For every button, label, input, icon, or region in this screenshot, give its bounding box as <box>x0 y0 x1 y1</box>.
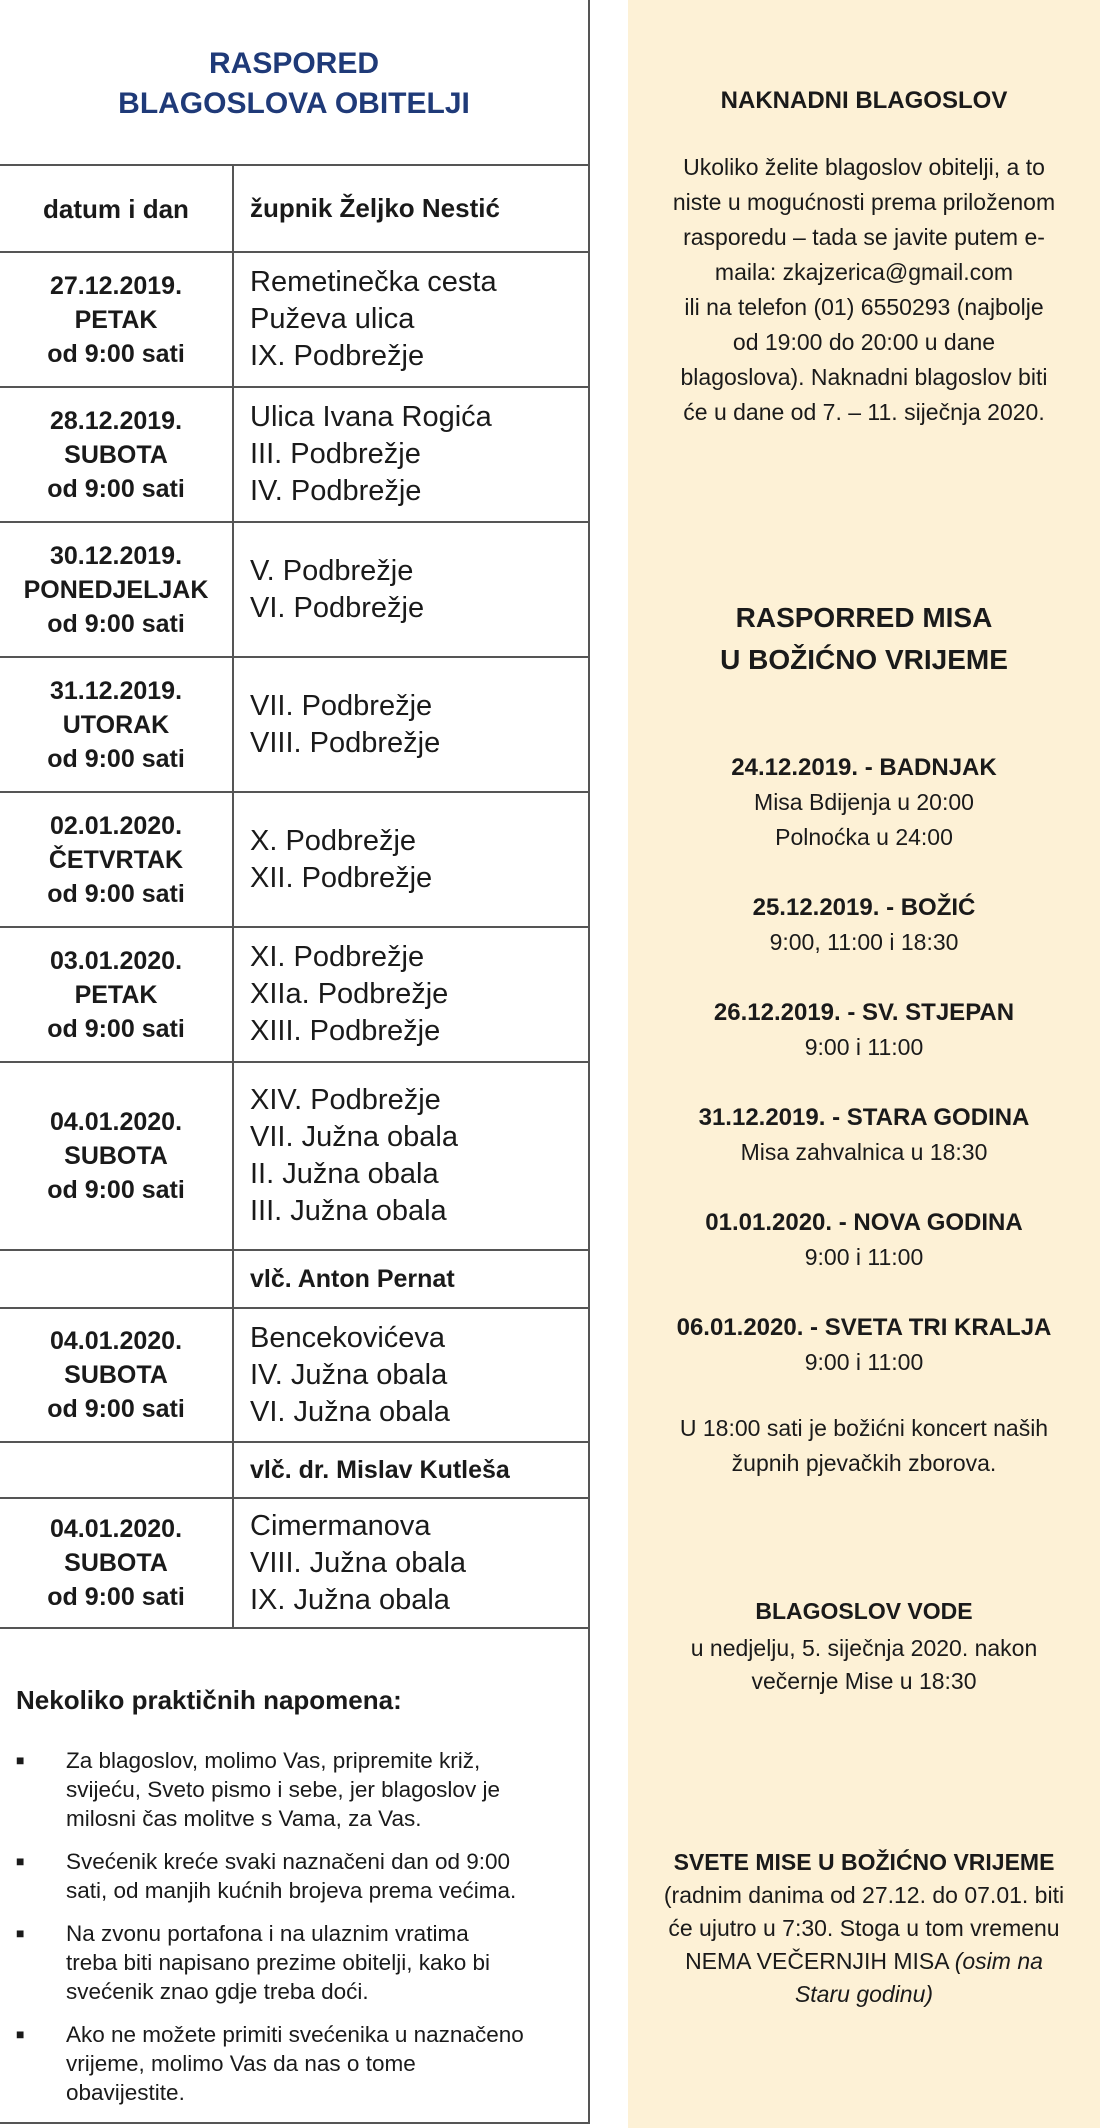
mass-entry <box>628 1205 1100 1275</box>
mass-entry <box>628 1310 1100 1380</box>
naknadni-section: NAKNADNI BLAGOSLOV Ukoliko želite blagoslov obitelji, a to niste u mogućnosti prema priloženom rasporedu – tada se javite putem e- maila: zkajzerica@gmail.com ili na telefon (01) 6550293 (najbolje od 19:00 do 20:00 u dane blagoslova). Naknadni blagoslov biti će u dane od 7. – 11. siječnja 2020. <box>628 83 1100 430</box>
table-row <box>0 388 588 523</box>
mass-time: Polnoćka u 24:00 <box>775 824 953 850</box>
priest-row-kutlesa <box>0 1443 588 1499</box>
table-row <box>0 1063 588 1251</box>
mise-list <box>628 750 1100 1415</box>
mass-day: 26.12.2019. - SV. STJEPAN <box>713 999 1015 1026</box>
streets-cell: XI. Podbrežje XIIa. Podbrežje XIII. Podbrežje <box>250 941 449 1047</box>
bullet-square-icon: ■ <box>16 1853 25 1869</box>
note-item: ■ Za blagoslov, molimo Vas, pripremite križ, svijeću, Sveto pismo i sebe, jer blagoslov je milosni čas molitve s Vama, za Vas. <box>16 1748 500 1831</box>
naknadni-title: NAKNADNI BLAGOSLOV <box>720 87 1008 114</box>
streets-cell: Bencekovićeva IV. Južna obala VI. Južna obala <box>250 1321 450 1428</box>
mass-time: Misa zahvalnica u 18:30 <box>740 1139 988 1165</box>
table-row <box>0 793 588 928</box>
priest-name: vlč. dr. Mislav Kutleša <box>250 1455 510 1484</box>
table-row <box>0 253 588 388</box>
schedule-title <box>0 0 588 166</box>
date-cell: 28.12.2019. SUBOTA od 9:00 sati <box>0 388 234 521</box>
table-row <box>0 1309 588 1443</box>
date-cell: 03.01.2020. PETAK od 9:00 sati <box>0 928 234 1061</box>
date-column-header: datum i dan <box>0 166 234 251</box>
title-line-1: RASPORED <box>208 47 380 80</box>
streets-cell: Ulica Ivana Rogića III. Podbrežje IV. Podbrežje <box>250 401 492 507</box>
mass-day: 01.01.2020. - NOVA GODINA <box>705 1209 1023 1236</box>
priest-header: župnik Željko Nestić <box>250 193 500 223</box>
mass-entry <box>628 995 1100 1065</box>
streets-cell: V. Podbrežje VI. Podbrežje <box>250 554 425 624</box>
mass-day: 06.01.2020. - SVETA TRI KRALJA <box>676 1314 1052 1341</box>
streets-cell: X. Podbrežje XII. Podbrežje <box>250 824 433 894</box>
notes-heading: Nekoliko praktičnih napomena: <box>16 1685 402 1715</box>
notes-list <box>16 1746 572 2107</box>
date-cell: 02.01.2020. ČETVRTAK od 9:00 sati <box>0 793 234 926</box>
table-row <box>0 658 588 793</box>
mass-entry <box>628 890 1100 960</box>
streets-cell: Remetinečka cesta Puževa ulica IX. Podbrežje <box>250 266 497 372</box>
title-line-2: BLAGOSLOVA OBITELJI <box>118 87 470 120</box>
mass-time: 9:00, 11:00 i 18:30 <box>769 929 959 955</box>
date-cell: 30.12.2019. PONEDJELJAK od 9:00 sati <box>0 523 234 656</box>
practical-notes <box>0 1629 588 2107</box>
mass-entry <box>628 750 1100 855</box>
mass-entry <box>628 1100 1100 1170</box>
mass-time: 9:00 i 11:00 <box>804 1349 924 1375</box>
note-item: ■ Na zvonu portafona i na ulaznim vratima treba biti napisano prezime obitelji, kako bi svećenik znao gdje treba doći. <box>16 1921 490 2004</box>
priest-name: vlč. Anton Pernat <box>250 1264 455 1293</box>
bullet-square-icon: ■ <box>16 2026 25 2042</box>
mass-day: 31.12.2019. - STARA GODINA <box>698 1104 1030 1131</box>
table-row <box>0 1499 588 1629</box>
date-cell: 04.01.2020. SUBOTA od 9:00 sati <box>0 1499 234 1627</box>
date-cell: 04.01.2020. SUBOTA od 9:00 sati <box>0 1309 234 1441</box>
table-row <box>0 928 588 1063</box>
date-cell: 27.12.2019. PETAK od 9:00 sati <box>0 253 234 386</box>
voda-title: BLAGOSLOV VODE <box>755 1598 973 1624</box>
bullet-square-icon: ■ <box>16 1752 25 1768</box>
note-item: ■ Ako ne možete primiti svećenika u naznačeno vrijeme, molimo Vas da nas o tome obavijestite. <box>16 2022 524 2105</box>
priest-row-pernat <box>0 1251 588 1309</box>
mass-day: 24.12.2019. - BADNJAK <box>731 754 997 781</box>
mass-time: 9:00 i 11:00 <box>804 1244 924 1270</box>
table-row <box>0 523 588 658</box>
svete-mise: SVETE MISE U BOŽIĆNO VRIJEME (radnim danima od 27.12. do 07.01. biti će ujutro u 7:30. Stoga u tom vremenu NEMA VEČERNJIH MISA (osim na Staru godinu) <box>628 1846 1100 2011</box>
blagoslov-vode: BLAGOSLOV VODE u nedjelju, 5. siječnja 2020. nakon večernje Mise u 18:30 <box>628 1595 1100 1698</box>
email-text: maila: zkajzerica@gmail.com <box>714 259 1014 285</box>
streets-cell: VII. Podbrežje VIII. Podbrežje <box>250 689 441 759</box>
svete-title: SVETE MISE U BOŽIĆNO VRIJEME <box>673 1849 1055 1875</box>
mass-day: 25.12.2019. - BOŽIĆ <box>752 894 976 921</box>
phone-text: ili na telefon (01) 6550293 (najbolje <box>684 294 1044 320</box>
date-cell: 31.12.2019. UTORAK od 9:00 sati <box>0 658 234 791</box>
mise-title: RASPORRED MISA U BOŽIĆNO VRIJEME <box>720 602 1008 675</box>
mass-time: Misa Bdijenja u 20:00 <box>754 789 974 815</box>
note-item: ■ Svećenik kreće svaki naznačeni dan od 9:00 sati, od manjih kućnih brojeva prema većima. <box>16 1849 517 1903</box>
table-header <box>0 166 588 253</box>
right-panel <box>628 0 1100 2128</box>
date-cell: 04.01.2020. SUBOTA od 9:00 sati <box>0 1063 234 1249</box>
bullet-square-icon: ■ <box>16 1925 25 1941</box>
streets-cell: XIV. Podbrežje VII. Južna obala II. Južna obala III. Južna obala <box>250 1084 458 1227</box>
streets-cell: Cimermanova VIII. Južna obala IX. Južna obala <box>250 1509 467 1616</box>
koncert-note: U 18:00 sati je božićni koncert naših župnih pjevačkih zborova. <box>679 1415 1049 1476</box>
mass-time: 9:00 i 11:00 <box>804 1034 924 1060</box>
